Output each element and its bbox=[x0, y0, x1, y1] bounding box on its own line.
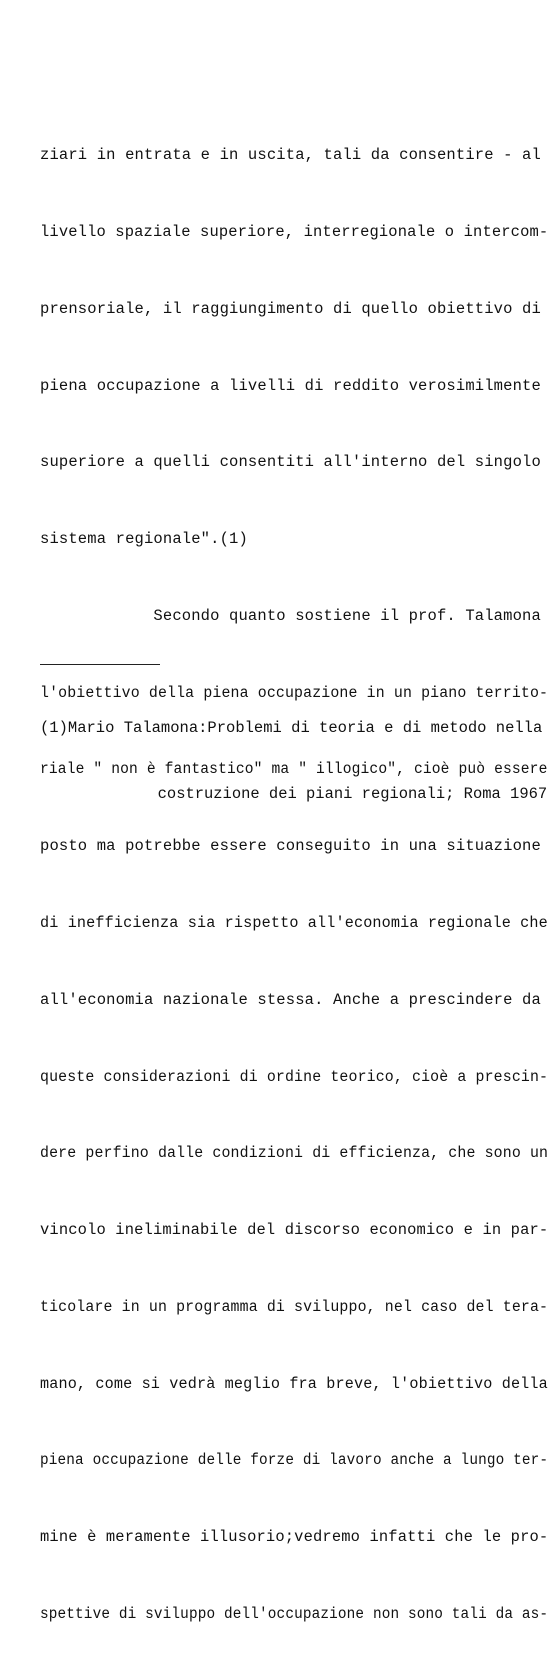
text-line: di inefficienza sia rispetto all'economia regionale che bbox=[40, 914, 548, 932]
text-line: piena occupazione delle forze di lavoro anche a lungo ter- bbox=[40, 1451, 549, 1470]
footnote-line: (1)Mario Talamona:Problemi di teoria e di metodo nella bbox=[40, 719, 543, 737]
text-line: dere perfino dalle condizioni di efficienza, che sono un bbox=[40, 1144, 549, 1163]
footnote-line: costruzione dei piani regionali; Roma 1967 bbox=[157, 785, 548, 803]
footnote bbox=[40, 673, 552, 849]
text-line: piena occupazione a livelli di reddito verosimilmente bbox=[40, 376, 541, 395]
text-line: queste considerazioni di ordine teorico, cioè a prescin- bbox=[40, 1067, 549, 1086]
text-line: ziari in entrata e in uscita, tali da consentire - al bbox=[40, 146, 541, 165]
text-line: l'obiettivo della piena occupazione in un piano territo- bbox=[40, 683, 549, 702]
text-line: sistema regionale".(1) bbox=[40, 530, 248, 549]
text-line: superiore a quelli consentiti all'interno del singolo bbox=[40, 453, 541, 472]
text-line: posto ma potrebbe essere conseguito in una situazione bbox=[40, 837, 541, 856]
text-line: mano, come si vedrà meglio fra breve, l'obiettivo della bbox=[40, 1374, 548, 1393]
text-line: livello spaziale superiore, interregionale o intercom- bbox=[40, 222, 549, 241]
body-text bbox=[40, 92, 552, 1679]
text-line: riale " non è fantastico" ma " illogico", cioè può essere bbox=[40, 760, 548, 779]
text-line: mine è meramente illusorio;vedremo infatti che le pro- bbox=[40, 1528, 549, 1547]
text-line: spettive di sviluppo dell'occupazione non sono tali da as- bbox=[40, 1605, 549, 1624]
footnote-divider bbox=[40, 664, 160, 665]
text-line: prensoriale, il raggiungimento di quello obiettivo di bbox=[40, 299, 541, 318]
text-line: ticolare in un programma di sviluppo, nel caso del tera- bbox=[40, 1297, 549, 1316]
text-line: all'economia nazionale stessa. Anche a prescindere da bbox=[40, 990, 541, 1009]
paragraph-start-line: Secondo quanto sostiene il prof. Talamona bbox=[40, 606, 541, 625]
text-line: vincolo ineliminabile del discorso economico e in par- bbox=[40, 1221, 549, 1240]
